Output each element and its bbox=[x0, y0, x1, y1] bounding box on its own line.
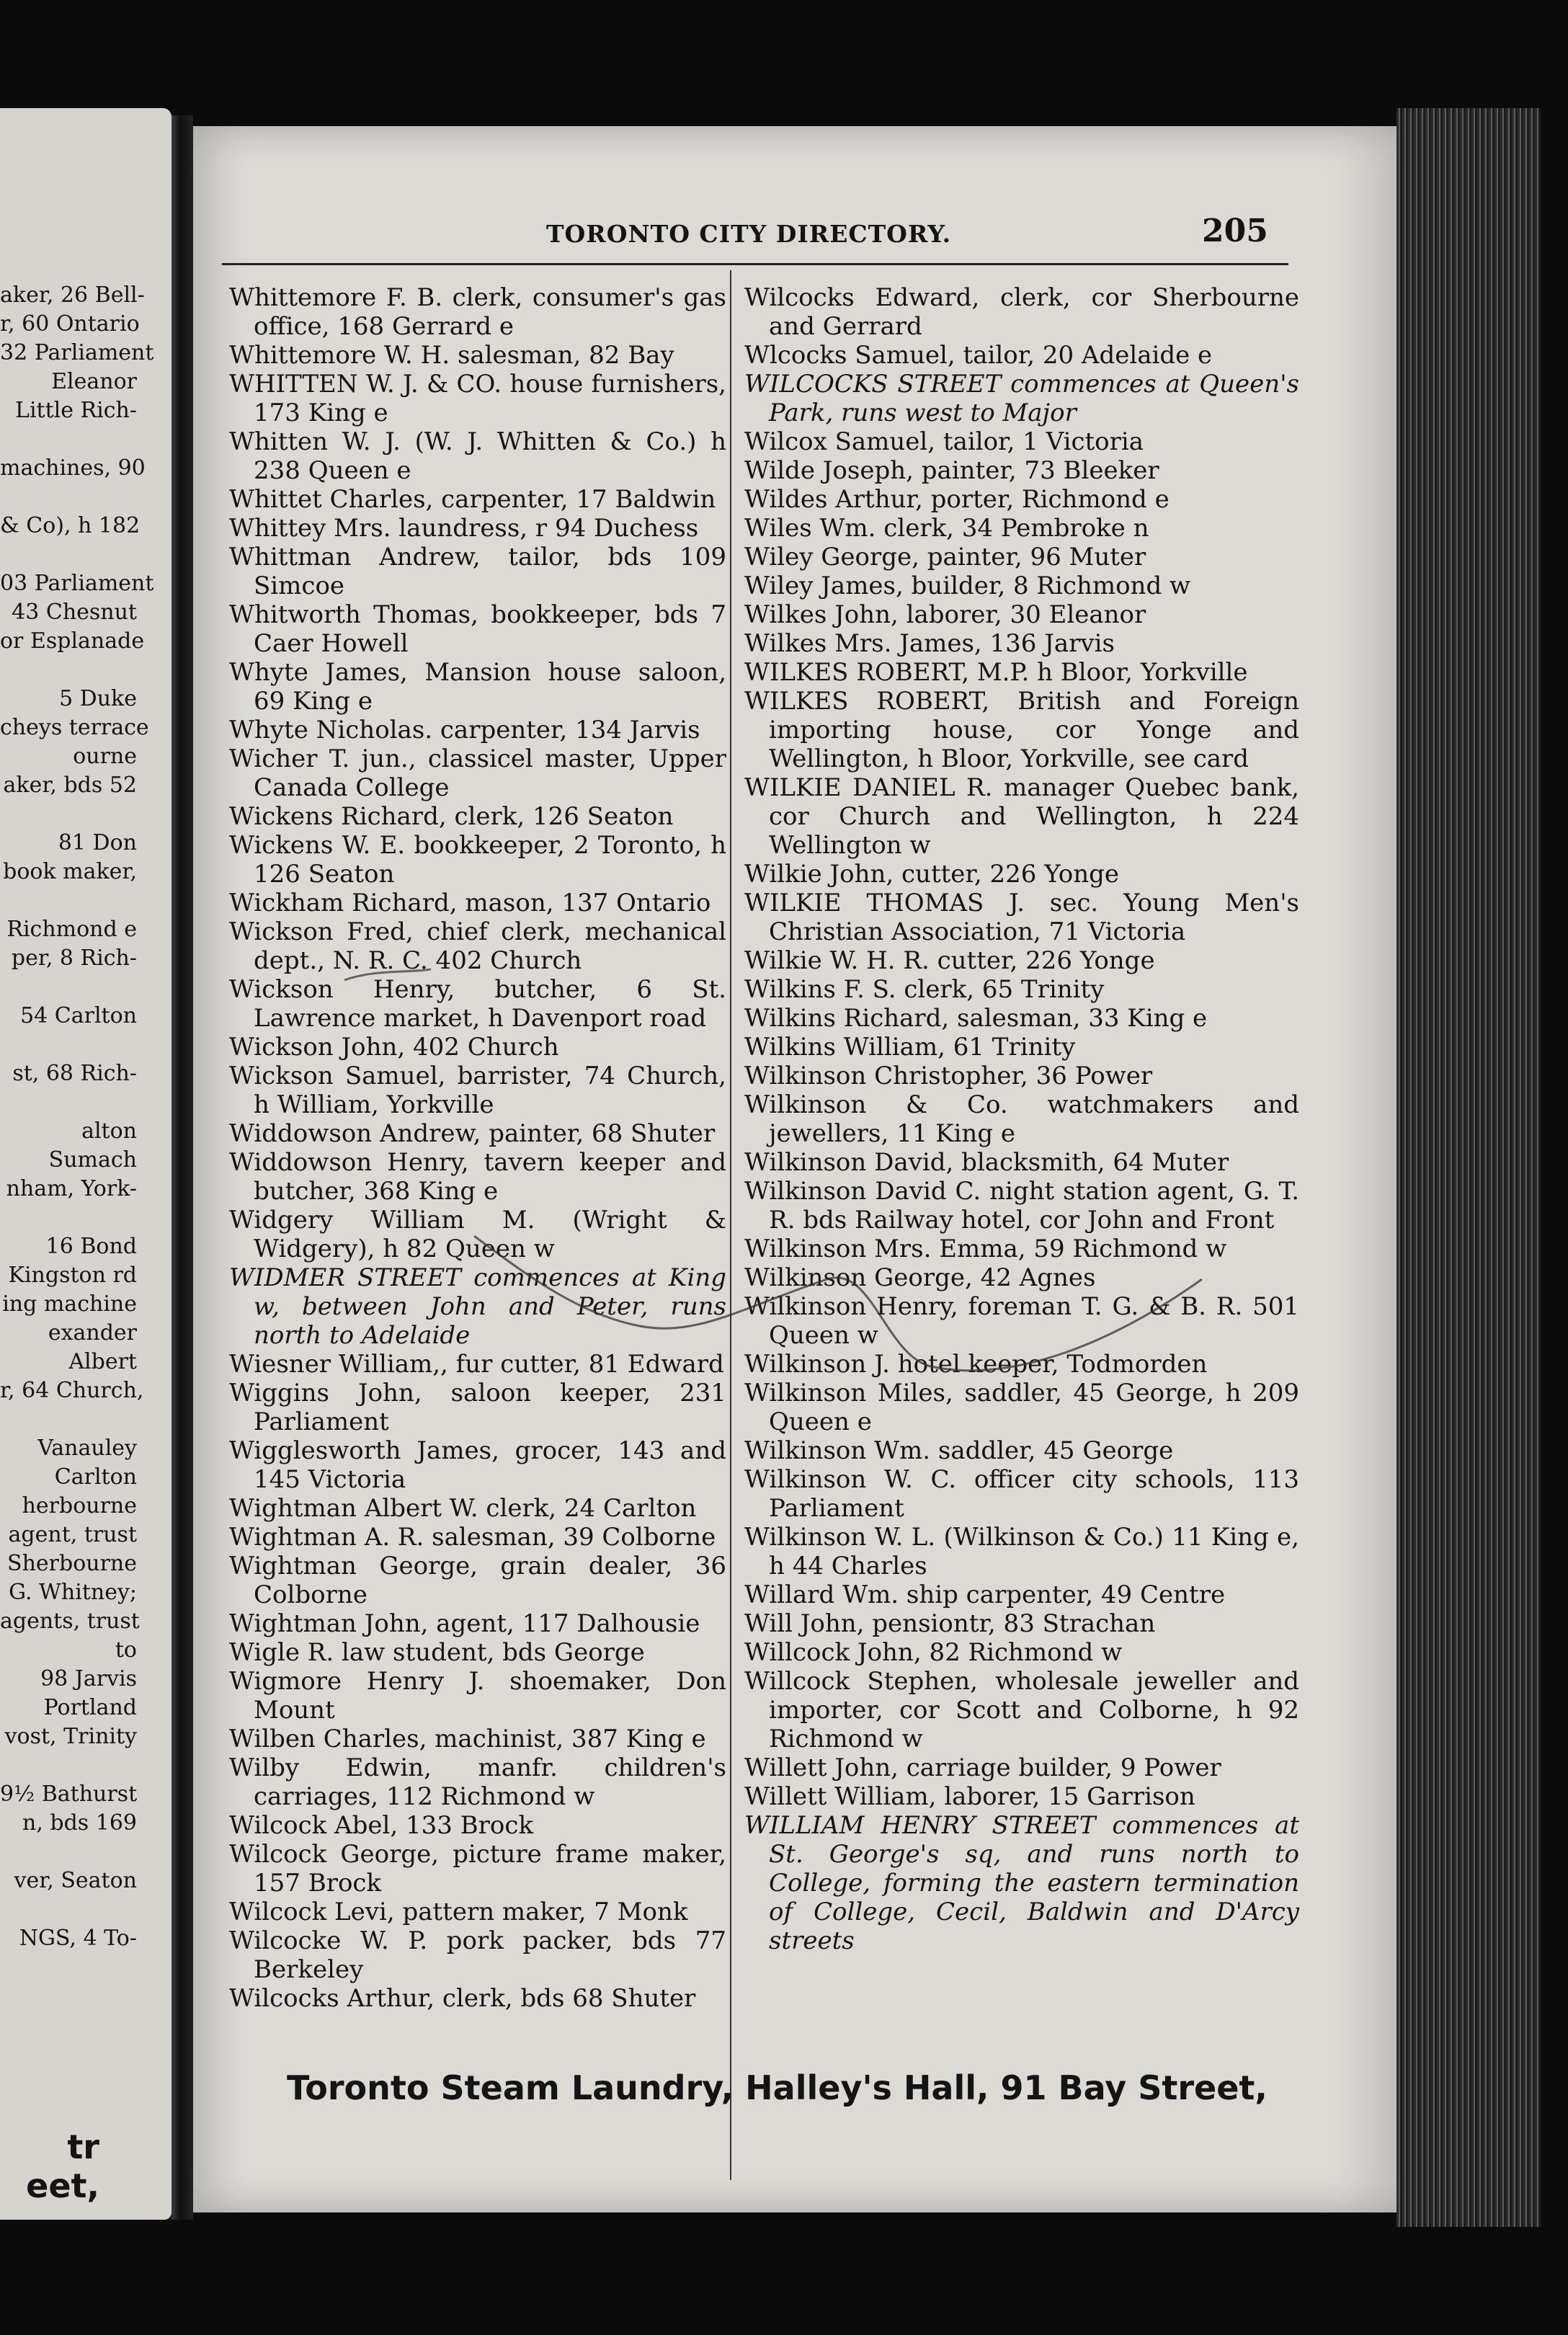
facing-page-line: Sherbourne bbox=[7, 1551, 137, 1576]
header-rule bbox=[222, 263, 1288, 265]
facing-page-line: Little Rich- bbox=[15, 398, 137, 423]
directory-entry: Wilcocks Arthur, clerk, bds 68 Shuter bbox=[229, 1984, 696, 2013]
directory-entry: Willcock Stephen, wholesale jeweller and importer, cor Scott and Colborne, h 92 Richmond w bbox=[744, 1667, 1299, 1753]
facing-page-line: Kingston rd bbox=[8, 1263, 137, 1288]
directory-entry: Wilcox Samuel, tailor, 1 Victoria bbox=[744, 427, 1144, 456]
facing-page-line: 16 Bond bbox=[45, 1234, 137, 1259]
directory-entry: Widdowson Henry, tavern keeper and butcher, 368 King e bbox=[229, 1148, 726, 1206]
facing-page-line bbox=[0, 483, 172, 512]
directory-entry: Widgery William M. (Wright & Widgery), h 82 Queen w bbox=[229, 1206, 726, 1263]
directory-entry: Wickson Fred, chief clerk, mechanical dept., N. R. C. 402 Church bbox=[229, 917, 726, 975]
directory-entry: Willard Wm. ship carpenter, 49 Centre bbox=[744, 1580, 1226, 1609]
directory-entry: Wilkinson George, 42 Agnes bbox=[744, 1263, 1096, 1292]
facing-page-line: Sumach bbox=[48, 1147, 137, 1173]
page-header bbox=[193, 213, 1396, 256]
right-column bbox=[744, 283, 1299, 1955]
facing-page-line: 9½ Bathurst bbox=[0, 1782, 138, 1807]
facing-page-line bbox=[0, 656, 172, 685]
directory-entry: Wilkinson Wm. saddler, 45 George bbox=[744, 1436, 1174, 1465]
directory-entry: Will John, pensiontr, 83 Strachan bbox=[744, 1609, 1156, 1638]
facing-page-line: st, 68 Rich- bbox=[12, 1061, 137, 1086]
directory-entry: Wilkinson & Co. watchmakers and jewellers, 11 King e bbox=[744, 1090, 1299, 1148]
facing-page-line: Portland bbox=[43, 1695, 137, 1720]
directory-entry: Whitten W. J. (W. J. Whitten & Co.) h 238 Queen e bbox=[229, 427, 726, 485]
directory-entry: Wilkinson David, blacksmith, 64 Muter bbox=[744, 1148, 1229, 1177]
directory-entry: Willett William, laborer, 15 Garrison bbox=[744, 1782, 1195, 1811]
directory-entry: Wilkinson Miles, saddler, 45 George, h 209 Queen e bbox=[744, 1379, 1299, 1436]
facing-page-line: ourne bbox=[73, 744, 137, 769]
directory-entry: Wilkins Richard, salesman, 33 King e bbox=[744, 1004, 1208, 1033]
directory-entry: Wilcock Abel, 133 Brock bbox=[229, 1811, 534, 1840]
directory-entry: Wightman Albert W. clerk, 24 Carlton bbox=[229, 1494, 697, 1523]
facing-page-line: 43 Chesnut bbox=[12, 600, 137, 625]
facing-page-line bbox=[0, 1405, 172, 1434]
directory-entry: Wightman George, grain dealer, 36 Colborne bbox=[229, 1552, 726, 1609]
directory-entry: Whyte James, Mansion house saloon, 69 King e bbox=[229, 658, 726, 716]
directory-entry: WHITTEN W. J. & CO. house furnishers, 173 King e bbox=[229, 370, 726, 427]
directory-entry: Wilkins William, 61 Trinity bbox=[744, 1033, 1076, 1062]
running-head: TORONTO CITY DIRECTORY. bbox=[546, 220, 952, 248]
directory-entry: Wilkinson David C. night station agent, G. T. R. bds Railway hotel, cor John and Front bbox=[744, 1177, 1299, 1235]
directory-page bbox=[193, 126, 1396, 2212]
facing-page-line: alton bbox=[81, 1118, 137, 1144]
facing-page-line: r, 64 Church, bbox=[0, 1378, 144, 1403]
directory-entry: Wightman A. R. salesman, 39 Colborne bbox=[229, 1523, 716, 1552]
directory-entry: Willcock John, 82 Richmond w bbox=[744, 1638, 1123, 1667]
directory-entry: Wilkinson W. C. officer city schools, 113 Parliament bbox=[744, 1465, 1299, 1523]
directory-entry: Wiley George, painter, 96 Muter bbox=[744, 543, 1146, 571]
directory-entry: Wigglesworth James, grocer, 143 and 145 Victoria bbox=[229, 1436, 726, 1494]
facing-page-line: nham, York- bbox=[6, 1176, 137, 1201]
facing-page-line: or Esplanade bbox=[0, 628, 145, 654]
page-number: 205 bbox=[1202, 213, 1268, 249]
facing-page-line bbox=[0, 1031, 172, 1059]
directory-entry: Whittemore F. B. clerk, consumer's gas office, 168 Gerrard e bbox=[229, 283, 726, 341]
facing-page-line: machines, 90 bbox=[0, 455, 146, 481]
book-gutter bbox=[172, 115, 193, 2220]
street-entry: WIDMER STREET commences at King w, between John and Peter, runs north to Adelaide bbox=[229, 1263, 726, 1350]
street-entry: WILLIAM HENRY STREET commences at St. George's sq, and runs north to College, forming the eastern termination of College, Cecil, Baldwin and D'Arcy streets bbox=[744, 1811, 1299, 1955]
directory-entry: Wiles Wm. clerk, 34 Pembroke n bbox=[744, 514, 1149, 543]
directory-entry: Wlcocks Samuel, tailor, 20 Adelaide e bbox=[744, 341, 1213, 370]
facing-page-line: 5 Duke bbox=[59, 686, 137, 711]
directory-entry: Wiggins John, saloon keeper, 231 Parliament bbox=[229, 1379, 726, 1436]
facing-page-line: 98 Jarvis bbox=[40, 1666, 137, 1691]
facing-page-line: vost, Trinity bbox=[4, 1724, 137, 1749]
facing-page-line: per, 8 Rich- bbox=[11, 946, 137, 971]
directory-entry: Wilkinson Mrs. Emma, 59 Richmond w bbox=[744, 1235, 1227, 1263]
facing-page-line bbox=[0, 425, 172, 454]
facing-page-line: 03 Parliament bbox=[0, 571, 154, 596]
directory-entry: Wilkinson Christopher, 36 Power bbox=[744, 1062, 1153, 1090]
street-entry: WILCOCKS STREET commences at Queen's Park, runs west to Major bbox=[744, 370, 1299, 427]
facing-page-line bbox=[0, 973, 172, 1002]
facing-page-line bbox=[0, 886, 172, 915]
facing-page-line: n, bds 169 bbox=[22, 1810, 137, 1836]
directory-entry: WILKIE THOMAS J. sec. Young Men's Christian Association, 71 Victoria bbox=[744, 889, 1299, 946]
directory-entry: Wilde Joseph, painter, 73 Bleeker bbox=[744, 456, 1159, 485]
directory-entry: Wilkinson W. L. (Wilkinson & Co.) 11 King e, h 44 Charles bbox=[744, 1523, 1299, 1580]
facing-page-line bbox=[0, 1751, 172, 1780]
facing-page-line bbox=[0, 1088, 172, 1117]
facing-page-line bbox=[0, 1895, 172, 1924]
directory-entry: Whitworth Thomas, bookkeeper, bds 7 Caer Howell bbox=[229, 600, 726, 658]
directory-entry: Wiesner William,, fur cutter, 81 Edward bbox=[229, 1350, 724, 1379]
facing-page-line: & Co), h 182 bbox=[0, 513, 141, 538]
facing-page-lines bbox=[0, 281, 172, 1953]
facing-page-line: to bbox=[115, 1637, 137, 1663]
facing-page-line: G. Whitney; bbox=[9, 1580, 137, 1605]
directory-entry: Wigmore Henry J. shoemaker, Don Mount bbox=[229, 1667, 726, 1725]
page-edges bbox=[1396, 108, 1541, 2227]
facing-page-line: ing machine bbox=[2, 1291, 137, 1317]
directory-entry: WILKIE DANIEL R. manager Quebec bank, cor Church and Wellington, h 224 Wellington w bbox=[744, 773, 1299, 860]
directory-entry: Wilby Edwin, manfr. children's carriages, 112 Richmond w bbox=[229, 1753, 726, 1811]
directory-entry: Wiley James, builder, 8 Richmond w bbox=[744, 571, 1191, 600]
facing-page-footer: tr eet, bbox=[26, 2127, 99, 2205]
facing-page-line: Vanauley bbox=[37, 1436, 137, 1461]
directory-entry: Wilkinson J. hotel keeper, Todmorden bbox=[744, 1350, 1208, 1379]
facing-page-line: exander bbox=[48, 1320, 137, 1346]
left-column bbox=[229, 283, 726, 2013]
directory-entry: Wightman John, agent, 117 Dalhousie bbox=[229, 1609, 700, 1638]
facing-page-line: NGS, 4 To- bbox=[19, 1926, 137, 1951]
facing-page-line bbox=[0, 541, 172, 569]
directory-entry: Wigle R. law student, bds George bbox=[229, 1638, 645, 1667]
footer-advertisement: Toronto Steam Laundry, Halley's Hall, 91 Bay Street, bbox=[287, 2068, 1268, 2107]
directory-entry: Wilcock George, picture frame maker, 157 Brock bbox=[229, 1840, 726, 1898]
facing-page-line: agents, trust bbox=[0, 1609, 140, 1634]
directory-entry: Whyte Nicholas. carpenter, 134 Jarvis bbox=[229, 716, 700, 744]
facing-page-line bbox=[0, 800, 172, 829]
facing-page-line: aker, bds 52 bbox=[3, 773, 137, 798]
directory-entry: Whittman Andrew, tailor, bds 109 Simcoe bbox=[229, 543, 726, 600]
facing-page-line: agent, trust bbox=[8, 1522, 137, 1547]
facing-page-line: Albert bbox=[68, 1349, 137, 1374]
directory-entry: Wilcock Levi, pattern maker, 7 Monk bbox=[229, 1898, 688, 1926]
facing-page-line: herbourne bbox=[22, 1493, 137, 1518]
directory-entry: Whittet Charles, carpenter, 17 Baldwin bbox=[229, 485, 716, 514]
column-divider bbox=[730, 270, 731, 2180]
directory-entry: Wilcocks Edward, clerk, cor Sherbourne and Gerrard bbox=[744, 283, 1299, 341]
directory-entry: Wilkie W. H. R. cutter, 226 Yonge bbox=[744, 946, 1155, 975]
directory-entry: Wickens W. E. bookkeeper, 2 Toronto, h 126 Seaton bbox=[229, 831, 726, 889]
directory-entry: Willett John, carriage builder, 9 Power bbox=[744, 1753, 1221, 1782]
directory-entry: Whittey Mrs. laundress, r 94 Duchess bbox=[229, 514, 699, 543]
directory-entry: Wickson Samuel, barrister, 74 Church, h William, Yorkville bbox=[229, 1062, 726, 1119]
facing-page-line: 32 Parliament bbox=[0, 340, 154, 365]
facing-page-line: cheys terrace bbox=[0, 715, 149, 740]
facing-page-line: Richmond e bbox=[6, 917, 137, 942]
directory-entry: Whittemore W. H. salesman, 82 Bay bbox=[229, 341, 674, 370]
directory-entry: Wilkinson Henry, foreman T. G. & B. R. 501 Queen w bbox=[744, 1292, 1299, 1350]
facing-page-line: ver, Seaton bbox=[14, 1868, 137, 1893]
directory-entry: Wilkes John, laborer, 30 Eleanor bbox=[744, 600, 1146, 629]
directory-entry: Wickens Richard, clerk, 126 Seaton bbox=[229, 802, 674, 831]
directory-entry: Wickson Henry, butcher, 6 St. Lawrence market, h Davenport road bbox=[229, 975, 726, 1033]
directory-entry: Wildes Arthur, porter, Richmond e bbox=[744, 485, 1170, 514]
facing-page-line: r, 60 Ontario bbox=[0, 311, 140, 337]
directory-entry: WILKES ROBERT, British and Foreign importing house, cor Yonge and Wellington, h Bloor, Yorkville, see card bbox=[744, 687, 1299, 773]
facing-page-fragment bbox=[0, 108, 172, 2220]
facing-page-line bbox=[0, 1838, 172, 1867]
facing-page-line: Carlton bbox=[54, 1464, 137, 1490]
facing-page-line: Eleanor bbox=[51, 369, 137, 394]
directory-entry: WILKES ROBERT, M.P. h Bloor, Yorkville bbox=[744, 658, 1248, 687]
facing-page-line: 81 Don bbox=[58, 830, 137, 855]
directory-entry: Wicher T. jun., classicel master, Upper Canada College bbox=[229, 744, 726, 802]
directory-entry: Widdowson Andrew, painter, 68 Shuter bbox=[229, 1119, 716, 1148]
facing-page-line: 54 Carlton bbox=[20, 1003, 137, 1028]
directory-entry: Wilkie John, cutter, 226 Yonge bbox=[744, 860, 1119, 889]
facing-page-line: book maker, bbox=[3, 859, 137, 884]
facing-page-line: aker, 26 Bell- bbox=[0, 283, 145, 308]
directory-entry: Wilkins F. S. clerk, 65 Trinity bbox=[744, 975, 1105, 1004]
directory-entry: Wickson John, 402 Church bbox=[229, 1033, 559, 1062]
directory-entry: Wilcocke W. P. pork packer, bds 77 Berkeley bbox=[229, 1926, 726, 1984]
facing-page-line bbox=[0, 1204, 172, 1232]
directory-entry: Wilben Charles, machinist, 387 King e bbox=[229, 1725, 706, 1753]
directory-entry: Wilkes Mrs. James, 136 Jarvis bbox=[744, 629, 1115, 658]
directory-entry: Wickham Richard, mason, 137 Ontario bbox=[229, 889, 711, 917]
